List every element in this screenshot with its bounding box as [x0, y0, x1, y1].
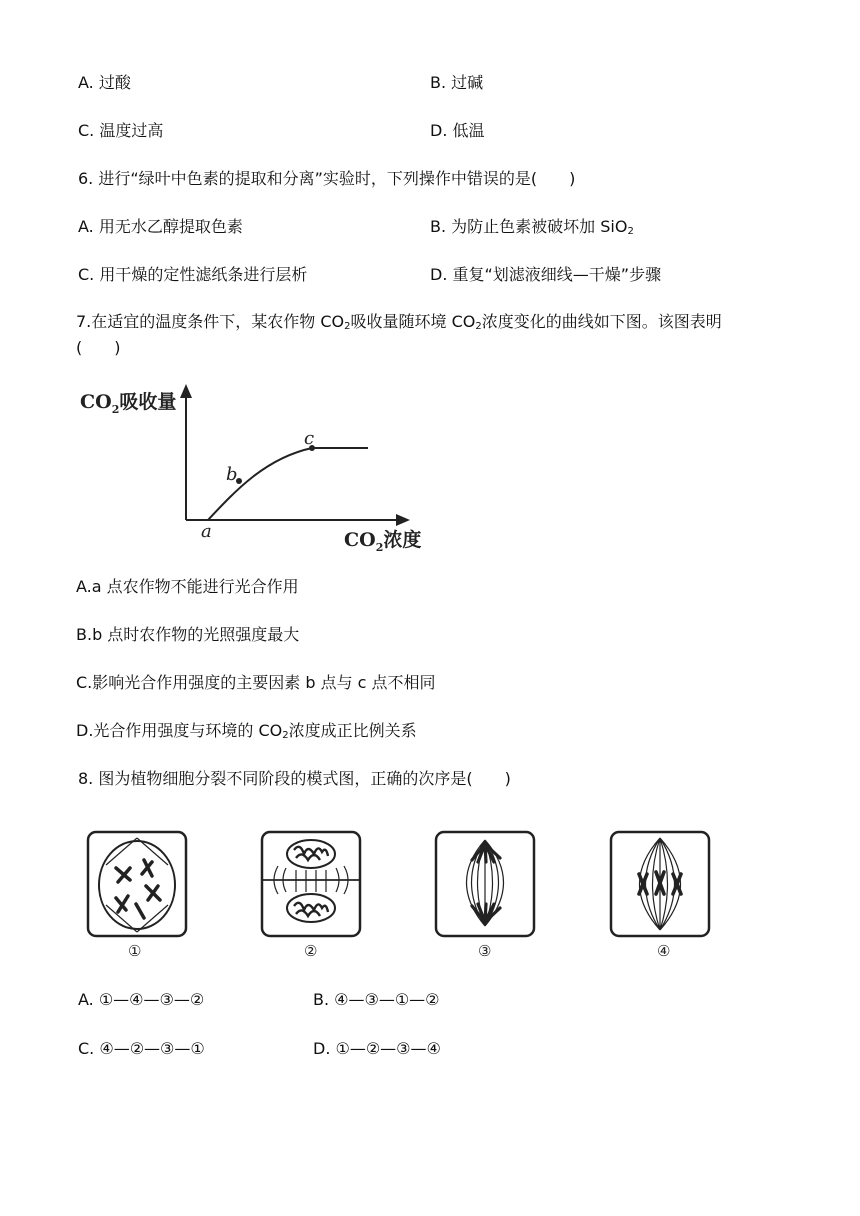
- q7-option-d-text: D.光合作用强度与环境的 CO: [76, 721, 283, 740]
- x-axis-arrow: [396, 514, 410, 526]
- q6-option-b-subscript: 2: [627, 226, 634, 237]
- q7-option-b: B.b 点时农作物的光照强度最大: [76, 625, 300, 644]
- cell-label-1: ①: [128, 942, 142, 960]
- cell-wall: [88, 832, 186, 936]
- point-a-label: a: [201, 521, 212, 542]
- cell-label-2: ②: [304, 942, 318, 960]
- q6-option-d: D. 重复“划滤液细线—干燥”步骤: [430, 265, 662, 284]
- q8-option-c: C. ④—②—③—①: [78, 1039, 205, 1058]
- point-c-label: c: [304, 428, 315, 449]
- q7-option-d-subscript: 2: [282, 730, 289, 741]
- q8-option-a: A. ①—④—③—②: [78, 990, 205, 1009]
- x-axis-label: $CO_2$浓度: [344, 529, 422, 554]
- q7-option-d: [76, 720, 417, 747]
- cell-diagram-4: [609, 830, 713, 960]
- y-axis-arrow: [180, 384, 192, 398]
- chromosomes-top: [472, 844, 500, 862]
- cell-diagram-3: [434, 830, 538, 960]
- q6-stem: 6. 进行“绿叶中色素的提取和分离”实验时，下列操作中错误的是( ): [78, 169, 576, 188]
- cell-wall: [262, 832, 360, 936]
- q5-option-a: A. 过酸: [78, 73, 131, 92]
- q6-option-b: [430, 216, 634, 243]
- q7-stem-sub2: 2: [475, 321, 482, 332]
- cell-diagram-1: [86, 830, 190, 960]
- q6-option-b-text: B. 为防止色素被破坏加 SiO: [430, 217, 628, 236]
- q7-stem-part2: 吸收量随环境 CO: [350, 312, 476, 331]
- cell-label-4: ④: [657, 942, 671, 960]
- q7-option-d-text2: 浓度成正比例关系: [288, 721, 417, 740]
- chromosomes: [116, 860, 160, 918]
- q7-option-a: A.a 点农作物不能进行光合作用: [76, 577, 299, 596]
- q5-option-c: C. 温度过高: [78, 121, 164, 140]
- chromatin-top: [294, 847, 328, 860]
- q8-stem: 8. 图为植物细胞分裂不同阶段的模式图，正确的次序是( ): [78, 769, 511, 788]
- q7-stem-sub1: 2: [344, 321, 351, 332]
- chromatin-bottom: [294, 903, 328, 916]
- q7-option-c: C.影响光合作用强度的主要因素 b 点与 c 点不相同: [76, 673, 436, 692]
- y-axis-label: $CO_2$吸收量: [80, 391, 177, 416]
- cell-label-3: ③: [478, 942, 492, 960]
- q8-option-d: D. ①—②—③—④: [313, 1039, 441, 1058]
- co2-absorption-graph: [76, 380, 436, 555]
- cell-diagram-2: [260, 830, 364, 960]
- q5-option-b: B. 过碱: [430, 73, 484, 92]
- point-b-label: b: [226, 464, 238, 485]
- q8-option-b: B. ④—③—①—②: [313, 990, 440, 1009]
- q6-option-c: C. 用干燥的定性滤纸条进行层析: [78, 265, 308, 284]
- nucleus-outline: [99, 841, 175, 929]
- q7-stem-part1: 7.在适宜的温度条件下，某农作物 CO: [76, 312, 345, 331]
- q6-option-a: A. 用无水乙醇提取色素: [78, 217, 243, 236]
- q7-stem-bracket: ( ): [76, 338, 121, 357]
- q7-stem: [76, 311, 722, 338]
- q7-stem-part3: 浓度变化的曲线如下图。该图表明: [481, 312, 722, 331]
- q5-option-d: D. 低温: [430, 121, 485, 140]
